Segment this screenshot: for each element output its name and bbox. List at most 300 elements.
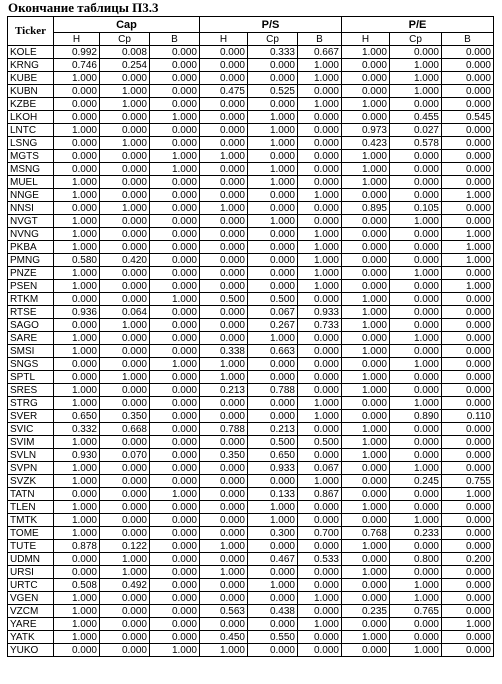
cell-ps-high: 0.000	[298, 111, 342, 124]
cell-pe-mid: 0.000	[390, 423, 442, 436]
cell-pe-high: 0.000	[442, 215, 494, 228]
cell-pe-low: 0.000	[342, 644, 390, 657]
cell-pe-high: 0.000	[442, 98, 494, 111]
cell-cap-high: 0.000	[150, 475, 200, 488]
table-row	[8, 579, 494, 592]
cell-ticker: SARE	[8, 332, 54, 345]
cell-pe-mid: 0.000	[390, 163, 442, 176]
header-group-pe: P/E	[342, 17, 494, 33]
cell-pe-low: 1.000	[342, 176, 390, 189]
cell-ps-high: 0.533	[298, 553, 342, 566]
table-row	[8, 202, 494, 215]
cell-ps-mid: 0.933	[248, 462, 298, 475]
cell-ps-high: 1.000	[298, 254, 342, 267]
table-body	[8, 46, 494, 657]
header-ticker: Ticker	[8, 17, 54, 46]
table-row	[8, 384, 494, 397]
cell-ticker: LKOH	[8, 111, 54, 124]
cell-ticker: NNSI	[8, 202, 54, 215]
cell-cap-low: 1.000	[54, 124, 100, 137]
cell-pe-mid: 0.027	[390, 124, 442, 137]
cell-pe-high: 0.000	[442, 397, 494, 410]
cell-ticker: TMTK	[8, 514, 54, 527]
cell-pe-mid: 1.000	[390, 514, 442, 527]
cell-cap-mid: 0.000	[100, 176, 150, 189]
cell-ps-mid: 0.000	[248, 397, 298, 410]
table-row	[8, 215, 494, 228]
cell-ps-low: 0.000	[200, 579, 248, 592]
cell-cap-mid: 0.000	[100, 397, 150, 410]
cell-ps-mid: 0.000	[248, 202, 298, 215]
cell-pe-high: 0.000	[442, 267, 494, 280]
cell-pe-mid: 1.000	[390, 72, 442, 85]
cell-cap-low: 1.000	[54, 267, 100, 280]
cell-cap-high: 1.000	[150, 293, 200, 306]
cell-pe-high: 0.110	[442, 410, 494, 423]
cell-ticker: LSNG	[8, 137, 54, 150]
cell-cap-mid: 0.000	[100, 592, 150, 605]
cell-pe-mid: 0.000	[390, 371, 442, 384]
table-row	[8, 124, 494, 137]
cell-ps-mid: 0.000	[248, 358, 298, 371]
cell-pe-high: 0.000	[442, 150, 494, 163]
cell-ticker: TLEN	[8, 501, 54, 514]
cell-pe-low: 1.000	[342, 306, 390, 319]
cell-ps-low: 0.000	[200, 163, 248, 176]
cell-pe-high: 1.000	[442, 254, 494, 267]
header-group-ps: P/S	[200, 17, 342, 33]
cell-cap-mid: 0.000	[100, 501, 150, 514]
header-sub-cap-low: Н	[54, 33, 100, 46]
header-sub-pe-high: В	[442, 33, 494, 46]
cell-pe-low: 0.000	[342, 475, 390, 488]
cell-ps-low: 0.788	[200, 423, 248, 436]
cell-ps-low: 0.000	[200, 553, 248, 566]
cell-ticker: YATK	[8, 631, 54, 644]
cell-ps-low: 0.563	[200, 605, 248, 618]
cell-cap-high: 1.000	[150, 358, 200, 371]
cell-ticker: SVER	[8, 410, 54, 423]
cell-cap-high: 0.000	[150, 241, 200, 254]
cell-pe-low: 0.000	[342, 592, 390, 605]
cell-pe-high: 0.000	[442, 462, 494, 475]
cell-cap-low: 1.000	[54, 618, 100, 631]
cell-ps-mid: 1.000	[248, 111, 298, 124]
cell-ps-high: 1.000	[298, 618, 342, 631]
table-row	[8, 85, 494, 98]
cell-pe-low: 0.000	[342, 462, 390, 475]
cell-ps-low: 0.000	[200, 124, 248, 137]
table-row	[8, 644, 494, 657]
cell-ps-low: 1.000	[200, 150, 248, 163]
header-sub-cap-high: В	[150, 33, 200, 46]
cell-pe-high: 0.000	[442, 46, 494, 59]
table-row	[8, 345, 494, 358]
cell-ps-high: 1.000	[298, 98, 342, 111]
cell-pe-low: 1.000	[342, 150, 390, 163]
cell-ticker: MSNG	[8, 163, 54, 176]
cell-ps-mid: 1.000	[248, 124, 298, 137]
cell-ps-mid: 0.000	[248, 59, 298, 72]
cell-ps-high: 0.867	[298, 488, 342, 501]
data-table	[7, 16, 494, 657]
table-row	[8, 332, 494, 345]
cell-ps-low: 0.475	[200, 85, 248, 98]
cell-ps-mid: 0.000	[248, 150, 298, 163]
cell-cap-mid: 0.000	[100, 189, 150, 202]
cell-cap-low: 0.000	[54, 644, 100, 657]
cell-ps-low: 0.000	[200, 332, 248, 345]
cell-pe-mid: 0.000	[390, 618, 442, 631]
cell-pe-high: 0.000	[442, 358, 494, 371]
cell-cap-mid: 0.000	[100, 527, 150, 540]
cell-ps-low: 0.450	[200, 631, 248, 644]
table-row	[8, 319, 494, 332]
cell-pe-mid: 0.000	[390, 345, 442, 358]
cell-cap-low: 1.000	[54, 215, 100, 228]
cell-ps-mid: 0.133	[248, 488, 298, 501]
cell-ps-high: 0.933	[298, 306, 342, 319]
cell-cap-high: 1.000	[150, 488, 200, 501]
table-row	[8, 371, 494, 384]
cell-ps-mid: 0.000	[248, 644, 298, 657]
cell-ps-mid: 1.000	[248, 137, 298, 150]
cell-pe-low: 0.000	[342, 332, 390, 345]
cell-cap-low: 0.650	[54, 410, 100, 423]
cell-pe-low: 1.000	[342, 540, 390, 553]
cell-cap-mid: 0.008	[100, 46, 150, 59]
cell-pe-high: 0.000	[442, 332, 494, 345]
cell-pe-high: 0.000	[442, 85, 494, 98]
cell-pe-high: 0.000	[442, 371, 494, 384]
cell-ps-high: 0.000	[298, 137, 342, 150]
cell-cap-low: 1.000	[54, 475, 100, 488]
cell-cap-mid: 0.000	[100, 514, 150, 527]
cell-ps-high: 0.000	[298, 566, 342, 579]
cell-cap-high: 0.000	[150, 371, 200, 384]
cell-ticker: KUBE	[8, 72, 54, 85]
table-row	[8, 553, 494, 566]
cell-ps-mid: 0.000	[248, 618, 298, 631]
cell-pe-high: 0.000	[442, 124, 494, 137]
cell-pe-mid: 0.105	[390, 202, 442, 215]
cell-cap-low: 0.000	[54, 98, 100, 111]
cell-pe-low: 0.973	[342, 124, 390, 137]
cell-ps-high: 0.000	[298, 501, 342, 514]
cell-pe-high: 0.000	[442, 579, 494, 592]
cell-cap-mid: 1.000	[100, 553, 150, 566]
header-sub-ps-mid: Ср	[248, 33, 298, 46]
header-sub-ps-high: В	[298, 33, 342, 46]
cell-pe-high: 0.000	[442, 384, 494, 397]
cell-pe-mid: 0.000	[390, 501, 442, 514]
cell-pe-high: 1.000	[442, 618, 494, 631]
table-row	[8, 423, 494, 436]
table-row	[8, 436, 494, 449]
cell-cap-low: 0.000	[54, 553, 100, 566]
cell-ps-low: 0.000	[200, 137, 248, 150]
cell-cap-high: 0.000	[150, 410, 200, 423]
cell-pe-low: 1.000	[342, 566, 390, 579]
cell-ps-low: 0.000	[200, 618, 248, 631]
cell-cap-high: 0.000	[150, 85, 200, 98]
cell-cap-mid: 0.000	[100, 618, 150, 631]
cell-cap-low: 0.746	[54, 59, 100, 72]
cell-ps-low: 0.000	[200, 111, 248, 124]
cell-pe-high: 0.000	[442, 345, 494, 358]
cell-ticker: TATN	[8, 488, 54, 501]
cell-cap-high: 1.000	[150, 163, 200, 176]
cell-pe-mid: 0.000	[390, 46, 442, 59]
cell-ps-low: 1.000	[200, 202, 248, 215]
cell-pe-low: 1.000	[342, 436, 390, 449]
table-row	[8, 163, 494, 176]
cell-ps-low: 0.000	[200, 267, 248, 280]
cell-cap-mid: 0.000	[100, 124, 150, 137]
cell-cap-low: 0.000	[54, 371, 100, 384]
cell-pe-mid: 1.000	[390, 332, 442, 345]
cell-ps-mid: 0.000	[248, 72, 298, 85]
cell-pe-low: 0.768	[342, 527, 390, 540]
cell-pe-low: 0.000	[342, 267, 390, 280]
header-group-row	[8, 17, 494, 33]
cell-ticker: KOLE	[8, 46, 54, 59]
cell-ticker: UDMN	[8, 553, 54, 566]
header-group-cap: Cap	[54, 17, 200, 33]
cell-ps-high: 0.000	[298, 163, 342, 176]
cell-cap-mid: 0.492	[100, 579, 150, 592]
cell-ps-low: 0.500	[200, 293, 248, 306]
cell-cap-low: 1.000	[54, 397, 100, 410]
cell-ticker: TUTE	[8, 540, 54, 553]
table-row	[8, 189, 494, 202]
cell-cap-high: 0.000	[150, 527, 200, 540]
table-row	[8, 501, 494, 514]
cell-ps-low: 0.000	[200, 501, 248, 514]
cell-ticker: PKBA	[8, 241, 54, 254]
cell-cap-low: 0.000	[54, 85, 100, 98]
cell-pe-low: 0.000	[342, 85, 390, 98]
cell-pe-mid: 0.000	[390, 98, 442, 111]
cell-cap-high: 0.000	[150, 59, 200, 72]
cell-ps-high: 1.000	[298, 59, 342, 72]
cell-cap-low: 0.000	[54, 293, 100, 306]
cell-ps-mid: 0.267	[248, 319, 298, 332]
cell-ps-high: 1.000	[298, 475, 342, 488]
cell-ps-high: 0.067	[298, 462, 342, 475]
cell-cap-low: 0.930	[54, 449, 100, 462]
cell-cap-high: 0.000	[150, 98, 200, 111]
cell-pe-high: 1.000	[442, 280, 494, 293]
cell-cap-low: 0.000	[54, 163, 100, 176]
cell-cap-mid: 1.000	[100, 202, 150, 215]
table-row	[8, 150, 494, 163]
cell-cap-mid: 0.000	[100, 475, 150, 488]
cell-ticker: PMNG	[8, 254, 54, 267]
cell-ticker: NVGT	[8, 215, 54, 228]
cell-ps-low: 0.000	[200, 488, 248, 501]
cell-cap-mid: 0.000	[100, 462, 150, 475]
cell-cap-mid: 1.000	[100, 371, 150, 384]
cell-cap-low: 1.000	[54, 280, 100, 293]
cell-ps-mid: 0.525	[248, 85, 298, 98]
cell-cap-mid: 0.122	[100, 540, 150, 553]
cell-cap-low: 0.000	[54, 488, 100, 501]
cell-pe-high: 0.000	[442, 293, 494, 306]
cell-pe-high: 0.000	[442, 163, 494, 176]
cell-cap-low: 1.000	[54, 72, 100, 85]
cell-ps-mid: 0.438	[248, 605, 298, 618]
cell-cap-mid: 1.000	[100, 98, 150, 111]
table-row	[8, 592, 494, 605]
cell-ps-high: 1.000	[298, 267, 342, 280]
cell-ps-high: 0.000	[298, 124, 342, 137]
cell-cap-mid: 0.000	[100, 111, 150, 124]
cell-cap-low: 0.332	[54, 423, 100, 436]
cell-cap-low: 1.000	[54, 527, 100, 540]
cell-pe-low: 1.000	[342, 423, 390, 436]
cell-pe-mid: 0.000	[390, 488, 442, 501]
cell-cap-high: 0.000	[150, 423, 200, 436]
cell-cap-low: 0.000	[54, 111, 100, 124]
cell-cap-low: 0.000	[54, 137, 100, 150]
cell-pe-mid: 0.000	[390, 449, 442, 462]
cell-ps-mid: 0.000	[248, 540, 298, 553]
cell-ps-high: 0.000	[298, 371, 342, 384]
cell-pe-high: 0.000	[442, 514, 494, 527]
table-row	[8, 228, 494, 241]
cell-cap-high: 0.000	[150, 462, 200, 475]
cell-pe-mid: 0.000	[390, 540, 442, 553]
cell-pe-mid: 1.000	[390, 462, 442, 475]
cell-cap-high: 0.000	[150, 215, 200, 228]
cell-ps-low: 0.350	[200, 449, 248, 462]
cell-cap-high: 0.000	[150, 501, 200, 514]
cell-pe-low: 1.000	[342, 345, 390, 358]
cell-pe-mid: 1.000	[390, 85, 442, 98]
cell-pe-high: 0.000	[442, 566, 494, 579]
cell-pe-high: 0.545	[442, 111, 494, 124]
cell-ticker: URTC	[8, 579, 54, 592]
cell-ps-high: 0.000	[298, 293, 342, 306]
cell-cap-low: 0.508	[54, 579, 100, 592]
cell-cap-high: 0.000	[150, 137, 200, 150]
header-sub-ps-low: Н	[200, 33, 248, 46]
cell-ticker: VGEN	[8, 592, 54, 605]
table-row	[8, 514, 494, 527]
cell-cap-mid: 0.000	[100, 215, 150, 228]
cell-cap-mid: 1.000	[100, 85, 150, 98]
cell-pe-high: 1.000	[442, 241, 494, 254]
table-row	[8, 267, 494, 280]
cell-cap-high: 1.000	[150, 150, 200, 163]
cell-cap-mid: 0.668	[100, 423, 150, 436]
cell-ps-low: 0.000	[200, 228, 248, 241]
cell-cap-mid: 0.000	[100, 163, 150, 176]
cell-pe-low: 0.000	[342, 514, 390, 527]
cell-ps-high: 0.000	[298, 423, 342, 436]
cell-cap-mid: 0.000	[100, 345, 150, 358]
cell-pe-high: 0.755	[442, 475, 494, 488]
cell-pe-mid: 1.000	[390, 358, 442, 371]
cell-ps-high: 0.000	[298, 644, 342, 657]
cell-cap-low: 1.000	[54, 332, 100, 345]
cell-ps-mid: 0.788	[248, 384, 298, 397]
cell-ps-low: 0.000	[200, 410, 248, 423]
header-sub-pe-low: Н	[342, 33, 390, 46]
table-row	[8, 462, 494, 475]
cell-ps-low: 0.000	[200, 527, 248, 540]
cell-cap-high: 0.000	[150, 514, 200, 527]
cell-cap-low: 1.000	[54, 501, 100, 514]
cell-pe-mid: 0.455	[390, 111, 442, 124]
cell-ticker: SVZK	[8, 475, 54, 488]
cell-ps-mid: 0.000	[248, 267, 298, 280]
cell-ps-high: 0.700	[298, 527, 342, 540]
cell-pe-mid: 0.000	[390, 254, 442, 267]
cell-pe-high: 0.000	[442, 436, 494, 449]
cell-ps-high: 0.000	[298, 332, 342, 345]
cell-cap-high: 0.000	[150, 319, 200, 332]
cell-pe-high: 0.000	[442, 137, 494, 150]
cell-ps-low: 0.000	[200, 436, 248, 449]
table-row	[8, 241, 494, 254]
cell-ps-high: 0.733	[298, 319, 342, 332]
cell-ps-low: 0.000	[200, 475, 248, 488]
cell-cap-high: 0.000	[150, 202, 200, 215]
cell-pe-low: 0.235	[342, 605, 390, 618]
cell-cap-mid: 0.000	[100, 280, 150, 293]
cell-ps-high: 0.000	[298, 215, 342, 228]
cell-cap-mid: 0.000	[100, 631, 150, 644]
cell-cap-high: 1.000	[150, 111, 200, 124]
cell-pe-low: 1.000	[342, 384, 390, 397]
cell-pe-low: 1.000	[342, 631, 390, 644]
cell-ps-mid: 0.663	[248, 345, 298, 358]
cell-cap-low: 1.000	[54, 241, 100, 254]
table-row	[8, 111, 494, 124]
table-row	[8, 254, 494, 267]
cell-ps-low: 0.000	[200, 462, 248, 475]
cell-cap-high: 0.000	[150, 332, 200, 345]
cell-pe-high: 0.200	[442, 553, 494, 566]
cell-ticker: LNTC	[8, 124, 54, 137]
cell-cap-high: 0.000	[150, 189, 200, 202]
cell-pe-mid: 1.000	[390, 59, 442, 72]
cell-cap-mid: 0.000	[100, 488, 150, 501]
cell-pe-high: 0.000	[442, 605, 494, 618]
cell-pe-high: 1.000	[442, 228, 494, 241]
cell-ticker: SVLN	[8, 449, 54, 462]
cell-cap-low: 0.000	[54, 358, 100, 371]
cell-ps-low: 0.000	[200, 280, 248, 293]
cell-ps-mid: 0.000	[248, 98, 298, 111]
table-row	[8, 566, 494, 579]
header-sub-row	[8, 33, 494, 46]
cell-cap-high: 0.000	[150, 592, 200, 605]
cell-pe-mid: 1.000	[390, 644, 442, 657]
cell-pe-low: 1.000	[342, 293, 390, 306]
cell-pe-mid: 0.000	[390, 306, 442, 319]
cell-cap-high: 0.000	[150, 436, 200, 449]
cell-ticker: RTSE	[8, 306, 54, 319]
cell-pe-mid: 0.233	[390, 527, 442, 540]
cell-ps-low: 0.213	[200, 384, 248, 397]
cell-pe-low: 1.000	[342, 501, 390, 514]
cell-pe-high: 0.000	[442, 319, 494, 332]
cell-cap-low: 1.000	[54, 228, 100, 241]
cell-ps-low: 0.000	[200, 397, 248, 410]
